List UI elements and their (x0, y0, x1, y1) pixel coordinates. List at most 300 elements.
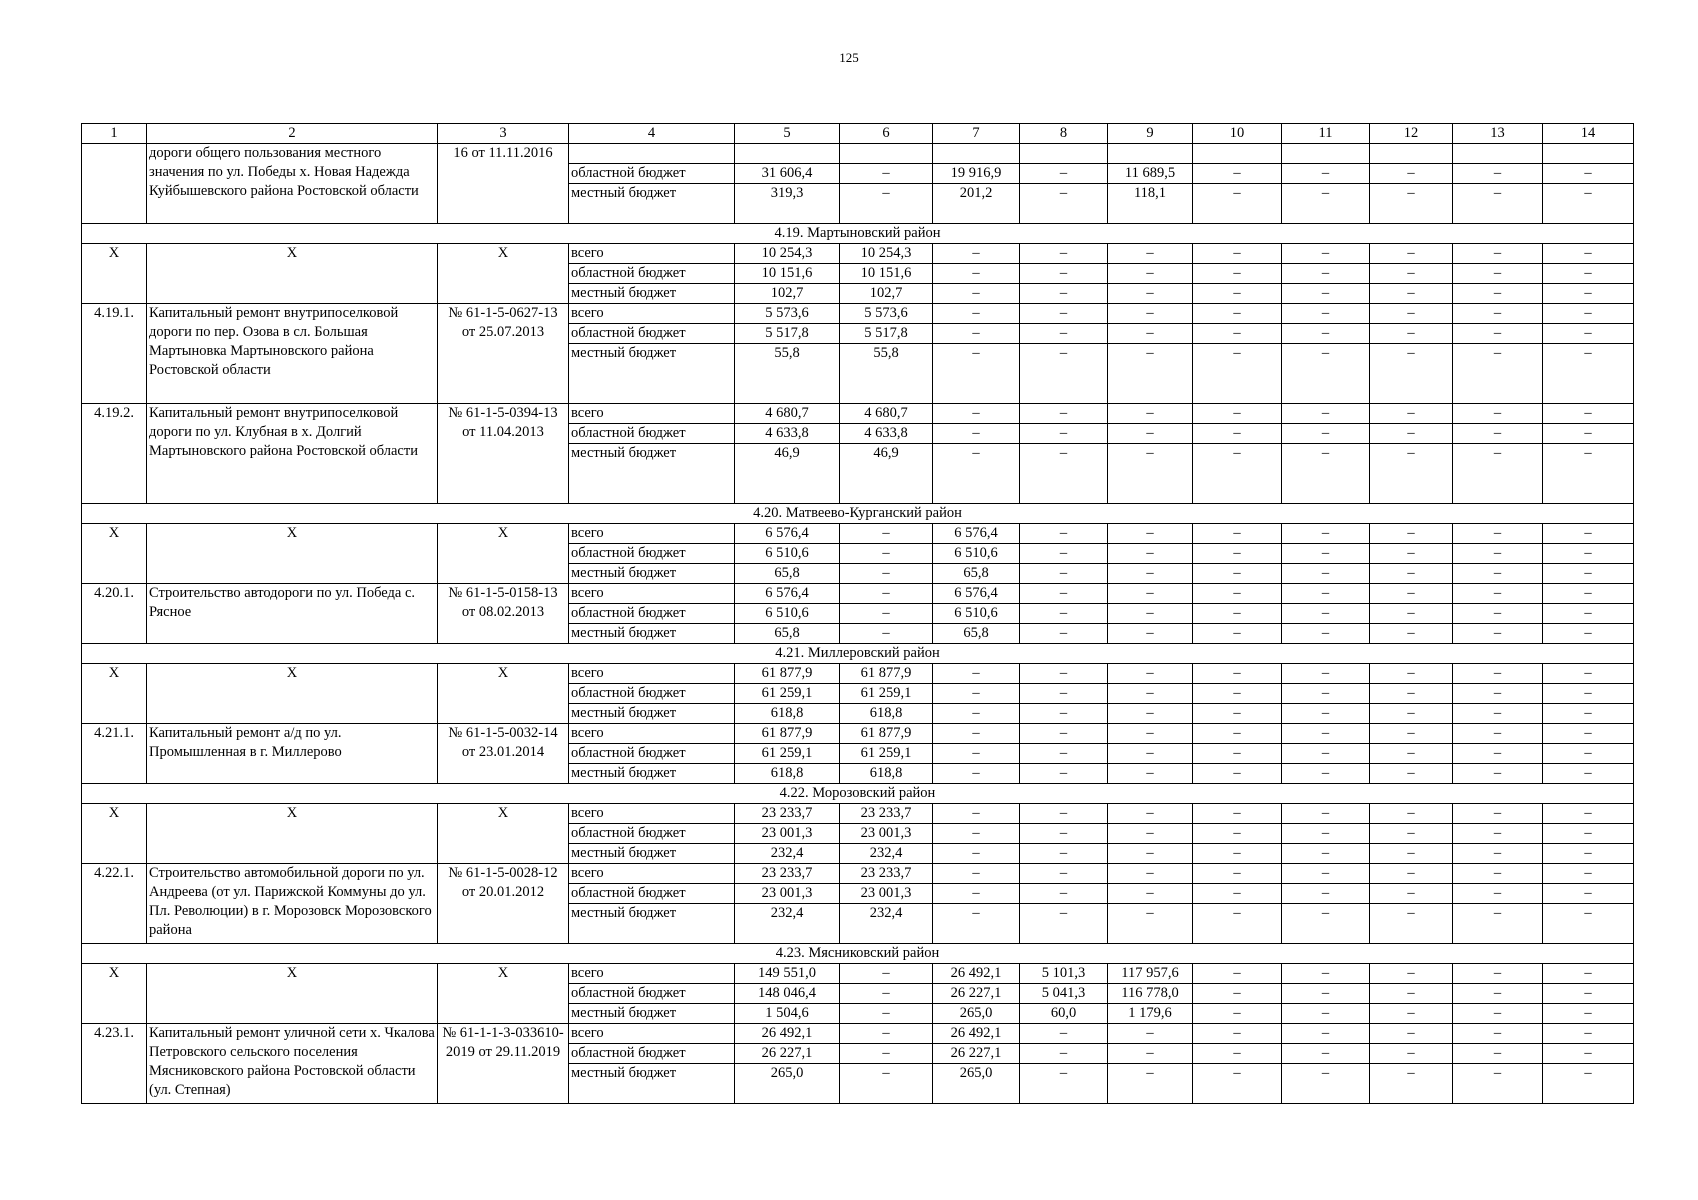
value-cell: – (1453, 1024, 1543, 1044)
value-cell: – (1453, 1044, 1543, 1064)
value-cell: – (1020, 524, 1108, 544)
value-cell: – (933, 324, 1020, 344)
value-cell: – (1193, 984, 1282, 1004)
budget-source: всего (569, 304, 735, 324)
value-cell: – (1193, 1024, 1282, 1044)
value-cell: 4 680,7 (840, 404, 933, 424)
value-cell: – (1108, 604, 1193, 624)
value-cell: 10 151,6 (735, 264, 840, 284)
budget-source: местный бюджет (569, 444, 735, 504)
value-cell: – (1370, 764, 1453, 784)
budget-source: областной бюджет (569, 744, 735, 764)
budget-source: всего (569, 804, 735, 824)
value-cell: 10 254,3 (840, 244, 933, 264)
value-cell: – (1282, 1004, 1370, 1024)
value-cell: – (1543, 704, 1634, 724)
table-row (82, 584, 1634, 604)
value-cell: – (1282, 424, 1370, 444)
value-cell: – (1370, 304, 1453, 324)
value-cell: – (1193, 704, 1282, 724)
value-cell: – (1282, 164, 1370, 184)
item-number: Х (82, 664, 147, 724)
value-cell: – (1020, 404, 1108, 424)
value-cell: – (1543, 324, 1634, 344)
value-cell: – (1282, 604, 1370, 624)
value-cell: – (1543, 344, 1634, 404)
value-cell: – (1020, 824, 1108, 844)
value-cell: – (1453, 444, 1543, 504)
item-document: Х (438, 964, 569, 1024)
value-cell: – (1543, 964, 1634, 984)
value-cell: – (1282, 984, 1370, 1004)
value-cell: – (1282, 1044, 1370, 1064)
value-cell: – (1282, 404, 1370, 424)
item-document: № 61-1-5-0028-12 от 20.01.2012 (438, 864, 569, 944)
value-cell: – (1370, 684, 1453, 704)
value-cell: 5 573,6 (840, 304, 933, 324)
value-cell: – (1193, 824, 1282, 844)
value-cell: – (1370, 704, 1453, 724)
budget-source: областной бюджет (569, 544, 735, 564)
empty-cell (1453, 144, 1543, 164)
value-cell: 618,8 (840, 764, 933, 784)
value-cell: – (1020, 324, 1108, 344)
value-cell: 232,4 (840, 844, 933, 864)
value-cell: – (1108, 424, 1193, 444)
value-cell: 26 492,1 (735, 1024, 840, 1044)
value-cell: – (1543, 284, 1634, 304)
section-row (82, 224, 1634, 244)
value-cell: – (1370, 1004, 1453, 1024)
value-cell: 4 680,7 (735, 404, 840, 424)
value-cell: – (1108, 404, 1193, 424)
value-cell: – (1453, 564, 1543, 584)
value-cell: 148 046,4 (735, 984, 840, 1004)
table-row (82, 524, 1634, 544)
value-cell: – (1108, 244, 1193, 264)
value-cell: – (1020, 244, 1108, 264)
value-cell: 61 877,9 (840, 664, 933, 684)
table-row (82, 1024, 1634, 1044)
item-name: Капитальный ремонт внутрипоселковой дороги по ул. Клубная в х. Долгий Мартыновского района Ростовской области (147, 404, 438, 504)
value-cell: – (1282, 524, 1370, 544)
value-cell: – (1108, 904, 1193, 944)
value-cell: – (1453, 1004, 1543, 1024)
value-cell: – (1282, 1064, 1370, 1104)
value-cell: – (1193, 424, 1282, 444)
value-cell: – (1193, 244, 1282, 264)
value-cell: 618,8 (735, 764, 840, 784)
value-cell: – (933, 904, 1020, 944)
value-cell: – (1193, 1004, 1282, 1024)
value-cell: – (1543, 544, 1634, 564)
value-cell: – (1453, 964, 1543, 984)
value-cell: – (1193, 444, 1282, 504)
value-cell: – (1370, 824, 1453, 844)
value-cell: 23 233,7 (840, 864, 933, 884)
budget-source: местный бюджет (569, 1004, 735, 1024)
value-cell: – (1108, 1024, 1193, 1044)
value-cell: – (1108, 344, 1193, 404)
value-cell: – (1020, 604, 1108, 624)
value-cell: – (1193, 904, 1282, 944)
value-cell: – (1108, 544, 1193, 564)
value-cell: – (1020, 664, 1108, 684)
item-name: Х (147, 804, 438, 864)
value-cell: – (1020, 844, 1108, 864)
budget-source: областной бюджет (569, 684, 735, 704)
table-row (82, 804, 1634, 824)
budget-source: местный бюджет (569, 284, 735, 304)
budget-source: всего (569, 404, 735, 424)
value-cell: – (1543, 424, 1634, 444)
value-cell: 23 001,3 (735, 824, 840, 844)
value-cell: – (1108, 284, 1193, 304)
budget-source: областной бюджет (569, 824, 735, 844)
value-cell: – (1020, 884, 1108, 904)
value-cell: – (1453, 544, 1543, 564)
value-cell: 31 606,4 (735, 164, 840, 184)
value-cell: 117 957,6 (1108, 964, 1193, 984)
column-header: 13 (1453, 124, 1543, 144)
value-cell: – (1543, 584, 1634, 604)
value-cell: – (1108, 624, 1193, 644)
item-name: Х (147, 524, 438, 584)
item-document: Х (438, 524, 569, 584)
value-cell: 6 576,4 (933, 524, 1020, 544)
value-cell: 10 254,3 (735, 244, 840, 264)
value-cell: 232,4 (840, 904, 933, 944)
column-header: 8 (1020, 124, 1108, 144)
value-cell: – (1543, 264, 1634, 284)
value-cell: – (1370, 804, 1453, 824)
value-cell: – (1370, 1064, 1453, 1104)
value-cell: – (1453, 864, 1543, 884)
value-cell: – (1193, 884, 1282, 904)
item-number: 4.22.1. (82, 864, 147, 944)
value-cell: – (1370, 604, 1453, 624)
budget-source: местный бюджет (569, 344, 735, 404)
value-cell: – (1543, 664, 1634, 684)
value-cell: – (1543, 1044, 1634, 1064)
value-cell: – (1193, 684, 1282, 704)
value-cell: – (1370, 444, 1453, 504)
value-cell: – (1108, 844, 1193, 864)
value-cell: – (1453, 164, 1543, 184)
value-cell: – (1020, 904, 1108, 944)
value-cell: – (1453, 744, 1543, 764)
value-cell: 10 151,6 (840, 264, 933, 284)
value-cell: – (1020, 684, 1108, 704)
value-cell: 5 517,8 (840, 324, 933, 344)
column-header: 5 (735, 124, 840, 144)
value-cell: – (1020, 1064, 1108, 1104)
item-name: Х (147, 664, 438, 724)
value-cell: – (1282, 884, 1370, 904)
value-cell: 65,8 (735, 564, 840, 584)
budget-source: местный бюджет (569, 624, 735, 644)
value-cell: – (1453, 304, 1543, 324)
value-cell: – (1453, 824, 1543, 844)
empty-cell (1020, 144, 1108, 164)
column-header: 2 (147, 124, 438, 144)
value-cell: 55,8 (735, 344, 840, 404)
item-document: № 61-1-5-0032-14 от 23.01.2014 (438, 724, 569, 784)
value-cell: – (1282, 964, 1370, 984)
value-cell: 26 227,1 (933, 984, 1020, 1004)
value-cell: – (1370, 404, 1453, 424)
item-number: Х (82, 804, 147, 864)
value-cell: – (1282, 584, 1370, 604)
value-cell: – (1020, 1024, 1108, 1044)
value-cell: – (1020, 544, 1108, 564)
value-cell: – (1543, 524, 1634, 544)
value-cell: – (1543, 444, 1634, 504)
item-document: № 61-1-5-0158-13 от 08.02.2013 (438, 584, 569, 644)
value-cell: – (1370, 864, 1453, 884)
budget-source: областной бюджет (569, 324, 735, 344)
column-header: 7 (933, 124, 1020, 144)
item-document: 16 от 11.11.2016 (438, 144, 569, 224)
value-cell: – (1282, 744, 1370, 764)
value-cell: 5 573,6 (735, 304, 840, 324)
value-cell: 6 576,4 (735, 584, 840, 604)
value-cell: – (1282, 804, 1370, 824)
value-cell: – (933, 304, 1020, 324)
value-cell: – (1370, 844, 1453, 864)
value-cell: – (1543, 184, 1634, 224)
value-cell: – (1193, 404, 1282, 424)
value-cell: – (1020, 624, 1108, 644)
value-cell: – (840, 1004, 933, 1024)
value-cell: – (840, 984, 933, 1004)
value-cell: – (1370, 664, 1453, 684)
item-document: № 61-1-5-0627-13 от 25.07.2013 (438, 304, 569, 404)
value-cell: – (1543, 1004, 1634, 1024)
value-cell: – (1282, 444, 1370, 504)
item-document: Х (438, 244, 569, 304)
value-cell: – (840, 544, 933, 564)
value-cell: – (1370, 284, 1453, 304)
value-cell: – (933, 744, 1020, 764)
value-cell: – (933, 764, 1020, 784)
value-cell: – (1193, 324, 1282, 344)
value-cell: – (933, 404, 1020, 424)
value-cell: – (1108, 684, 1193, 704)
budget-source: областной бюджет (569, 424, 735, 444)
value-cell: – (1543, 984, 1634, 1004)
table-body (82, 144, 1634, 1104)
value-cell: 23 233,7 (840, 804, 933, 824)
item-document: № 61-1-5-0394-13 от 11.04.2013 (438, 404, 569, 504)
budget-source: всего (569, 584, 735, 604)
value-cell: – (1020, 444, 1108, 504)
value-cell: – (1282, 244, 1370, 264)
value-cell: – (933, 264, 1020, 284)
section-title: 4.20. Матвеево-Курганский район (82, 504, 1634, 524)
section-row (82, 784, 1634, 804)
value-cell: – (840, 1064, 933, 1104)
budget-source: областной бюджет (569, 264, 735, 284)
empty-cell (1193, 144, 1282, 164)
value-cell: – (1108, 564, 1193, 584)
value-cell: 26 492,1 (933, 964, 1020, 984)
value-cell: – (1108, 704, 1193, 724)
value-cell: – (1370, 424, 1453, 444)
value-cell: – (840, 1044, 933, 1064)
value-cell: – (1370, 1024, 1453, 1044)
value-cell: – (1453, 884, 1543, 904)
value-cell: 265,0 (933, 1004, 1020, 1024)
value-cell: 201,2 (933, 184, 1020, 224)
section-title: 4.23. Мясниковский район (82, 944, 1634, 964)
value-cell: – (1543, 904, 1634, 944)
item-name: Х (147, 964, 438, 1024)
value-cell: 6 576,4 (933, 584, 1020, 604)
budget-source: местный бюджет (569, 904, 735, 944)
value-cell: – (1453, 524, 1543, 544)
value-cell: – (1020, 584, 1108, 604)
value-cell: 116 778,0 (1108, 984, 1193, 1004)
value-cell: – (1370, 264, 1453, 284)
value-cell: – (840, 624, 933, 644)
value-cell: – (1453, 804, 1543, 824)
value-cell: 6 510,6 (933, 544, 1020, 564)
value-cell: – (933, 424, 1020, 444)
value-cell: – (1193, 624, 1282, 644)
value-cell: – (1282, 564, 1370, 584)
value-cell: – (1370, 164, 1453, 184)
column-header: 14 (1543, 124, 1634, 144)
value-cell: – (1370, 524, 1453, 544)
value-cell: 232,4 (735, 844, 840, 864)
section-row (82, 504, 1634, 524)
value-cell: 46,9 (840, 444, 933, 504)
value-cell: – (1193, 304, 1282, 324)
budget-source: всего (569, 964, 735, 984)
value-cell: – (1020, 864, 1108, 884)
value-cell: – (1282, 284, 1370, 304)
value-cell: – (1453, 184, 1543, 224)
value-cell: – (1453, 764, 1543, 784)
value-cell: 61 259,1 (735, 684, 840, 704)
budget-source: областной бюджет (569, 164, 735, 184)
value-cell: – (1193, 524, 1282, 544)
value-cell: – (933, 664, 1020, 684)
value-cell: 11 689,5 (1108, 164, 1193, 184)
value-cell: – (933, 804, 1020, 824)
value-cell: – (1020, 724, 1108, 744)
value-cell: – (1108, 724, 1193, 744)
value-cell: – (1453, 704, 1543, 724)
value-cell: – (1020, 344, 1108, 404)
page-number: 125 (839, 50, 859, 65)
empty-cell (840, 144, 933, 164)
value-cell: – (1543, 744, 1634, 764)
value-cell: – (933, 684, 1020, 704)
value-cell: – (1453, 1064, 1543, 1104)
value-cell: 102,7 (840, 284, 933, 304)
value-cell: – (1370, 744, 1453, 764)
value-cell: 23 001,3 (735, 884, 840, 904)
item-name: Капитальный ремонт уличной сети х. Чкалова Петровского сельского поселения Мясниковского района Ростовской области (ул. Степная) (147, 1024, 438, 1104)
value-cell: – (1193, 744, 1282, 764)
value-cell: – (1282, 664, 1370, 684)
value-cell: – (1020, 264, 1108, 284)
empty-cell (735, 144, 840, 164)
value-cell: – (1108, 1044, 1193, 1064)
value-cell: – (1282, 344, 1370, 404)
value-cell: 319,3 (735, 184, 840, 224)
item-number: 4.23.1. (82, 1024, 147, 1104)
item-name: Капитальный ремонт а/д по ул. Промышленная в г. Миллерово (147, 724, 438, 784)
value-cell: – (1108, 884, 1193, 904)
value-cell: – (1282, 764, 1370, 784)
section-title: 4.21. Миллеровский район (82, 644, 1634, 664)
section-title: 4.22. Морозовский район (82, 784, 1634, 804)
value-cell: 61 877,9 (735, 664, 840, 684)
budget-source: областной бюджет (569, 984, 735, 1004)
value-cell: 61 259,1 (840, 744, 933, 764)
value-cell: 149 551,0 (735, 964, 840, 984)
value-cell: – (1282, 684, 1370, 704)
value-cell: – (933, 844, 1020, 864)
value-cell: – (1020, 164, 1108, 184)
budget-source: местный бюджет (569, 564, 735, 584)
value-cell: – (933, 864, 1020, 884)
value-cell: – (933, 244, 1020, 264)
value-cell: – (1020, 704, 1108, 724)
value-cell: – (1020, 564, 1108, 584)
column-header: 11 (1282, 124, 1370, 144)
value-cell: 26 227,1 (735, 1044, 840, 1064)
value-cell: – (1370, 624, 1453, 644)
value-cell: – (1108, 804, 1193, 824)
value-cell: – (933, 724, 1020, 744)
value-cell: 6 510,6 (735, 604, 840, 624)
value-cell: – (1453, 684, 1543, 704)
value-cell: – (1282, 184, 1370, 224)
item-name: Х (147, 244, 438, 304)
value-cell: – (933, 824, 1020, 844)
budget-source: всего (569, 724, 735, 744)
value-cell: – (1370, 904, 1453, 944)
item-number (82, 144, 147, 224)
value-cell: – (1020, 304, 1108, 324)
value-cell: – (1282, 264, 1370, 284)
table-row (82, 244, 1634, 264)
value-cell: – (1453, 324, 1543, 344)
value-cell: – (1193, 264, 1282, 284)
column-header: 9 (1108, 124, 1193, 144)
value-cell: – (840, 604, 933, 624)
value-cell: – (1453, 724, 1543, 744)
value-cell: 265,0 (933, 1064, 1020, 1104)
value-cell: 26 227,1 (933, 1044, 1020, 1064)
table-row (82, 404, 1634, 424)
value-cell: 23 001,3 (840, 824, 933, 844)
budget-source: местный бюджет (569, 184, 735, 224)
budget-source: всего (569, 524, 735, 544)
table-row (82, 724, 1634, 744)
budget-source: местный бюджет (569, 764, 735, 784)
value-cell: – (1108, 304, 1193, 324)
section-row (82, 944, 1634, 964)
value-cell: 102,7 (735, 284, 840, 304)
table-row (82, 144, 1634, 164)
value-cell: – (1193, 284, 1282, 304)
value-cell: – (1193, 184, 1282, 224)
